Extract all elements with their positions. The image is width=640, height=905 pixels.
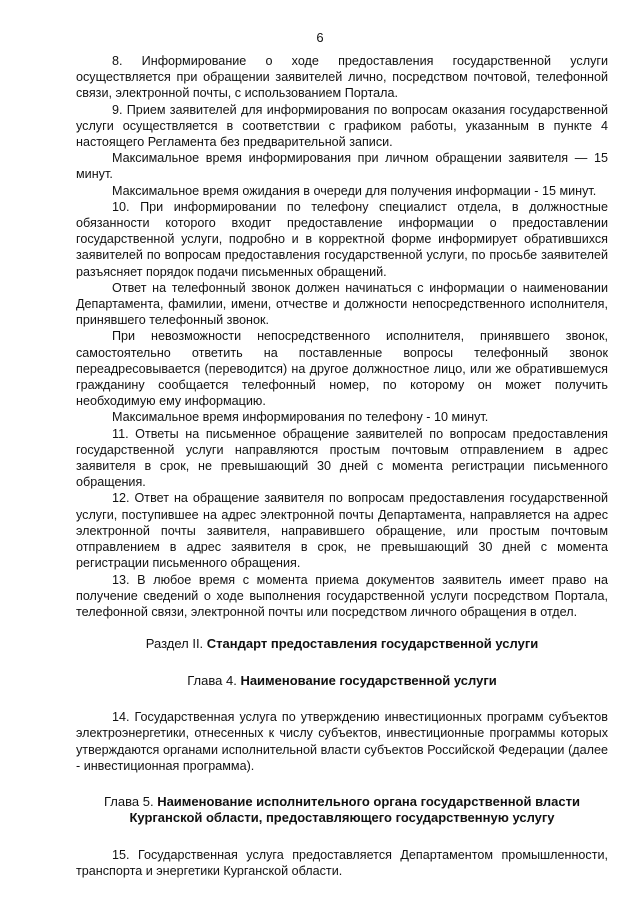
chapter-5-title-line2: Курганской области, предоставляющего государственную услугу (129, 810, 555, 826)
paragraph-phone-redirect: При невозможности непосредственного исполнителя, принявшего звонок, самостоятельно ответить на поставленные вопросы телефонный звонок переадресовывается (переводится) на другое должностное лицо, или же обратившемуся гражданину сообщается телефонный номер, по которому он может получить необходимую ему информацию. (76, 329, 608, 409)
section-prefix: Раздел II. (145, 636, 207, 652)
chapter-5-heading-line2 (76, 810, 608, 827)
section-title: Стандарт предоставления государственной услуги (206, 636, 539, 652)
paragraph-10: 10. При информировании по телефону специалист отдела, в должностные обязанности которого входит предоставление информации о предоставлении государственной услуги, подробно и в корректной форме информирует обратившихся заявителей по вопросам предоставления государственной услуги, по просьбе заявителей разъясняет порядок подачи письменных обращений. (76, 199, 608, 279)
paragraph-11: 11. Ответы на письменное обращение заявителей по вопросам предоставления государственной услуги направляются простым почтовым отправлением в адрес заявителя в срок, не превышающий 30 дней с момента регистрации письменного обращения. (76, 426, 608, 490)
chapter-4-title: Наименование государственной услуги (240, 672, 497, 688)
chapter-5-prefix: Глава 5. (104, 793, 158, 809)
paragraph-12: 12. Ответ на обращение заявителя по вопросам предоставления государственной услуги, поступившее на адрес электронной почты Департамента, направляется на адрес электронной почты заявителя, направившего обращение, или простым почтовым отправлением в адрес заявителя в срок, не превышающий 30 дней с момента регистрации письменного обращения. (76, 491, 608, 571)
section-heading (76, 636, 608, 653)
paragraph-max-time-phone: Максимальное время информирования по телефону - 10 минут. (112, 410, 489, 425)
chapter-4-prefix: Глава 4. (187, 672, 241, 688)
paragraph-max-time-queue: Максимальное время ожидания в очереди для получения информации - 15 минут. (112, 183, 597, 198)
paragraph-13: 13. В любое время с момента приема документов заявитель имеет право на получение сведений о ходе выполнения государственной услуги посредством Портала, телефонной связи, электронной почты или посредством личного обращения в отдел. (76, 572, 608, 619)
paragraph-phone-answer: Ответ на телефонный звонок должен начинаться с информации о наименовании Департамента, фамилии, имени, отчестве и должности непосредственного исполнителя, принявшего телефонный звонок. (76, 280, 608, 328)
page-number: 6 (316, 30, 324, 45)
chapter-5-title-line1: Наименование исполнительного органа государственной власти (157, 793, 580, 809)
chapter-5-heading (76, 794, 608, 811)
chapter-4-heading (76, 673, 608, 690)
document-body (76, 53, 608, 879)
paragraph-15: 15. Государственная услуга предоставляется Департаментом промышленности, транспорта и энергетики Курганской области. (76, 847, 608, 879)
paragraph-14: 14. Государственная услуга по утверждению инвестиционных программ субъектов электроэнергетики, отнесенных к числу субъектов, инвестиционные программы которых утверждаются органами исполнительной власти субъектов Российской Федерации (далее - инвестиционная программа). (76, 710, 608, 773)
paragraph-8: 8. Информирование о ходе предоставления государственной услуги осуществляется при обращении заявителей лично, посредством почтовой, телефонной связи, электронной почты, с использованием Портала. (76, 54, 608, 101)
paragraph-max-time-personal: Максимальное время информирования при личном обращении заявителя — 15 минут. (76, 151, 608, 182)
paragraph-9: 9. Прием заявителей для информирования по вопросам оказания государственной услуги осуществляется в соответствии с графиком работы, указанным в пункте 4 настоящего Регламента без предварительной записи. (76, 102, 608, 150)
